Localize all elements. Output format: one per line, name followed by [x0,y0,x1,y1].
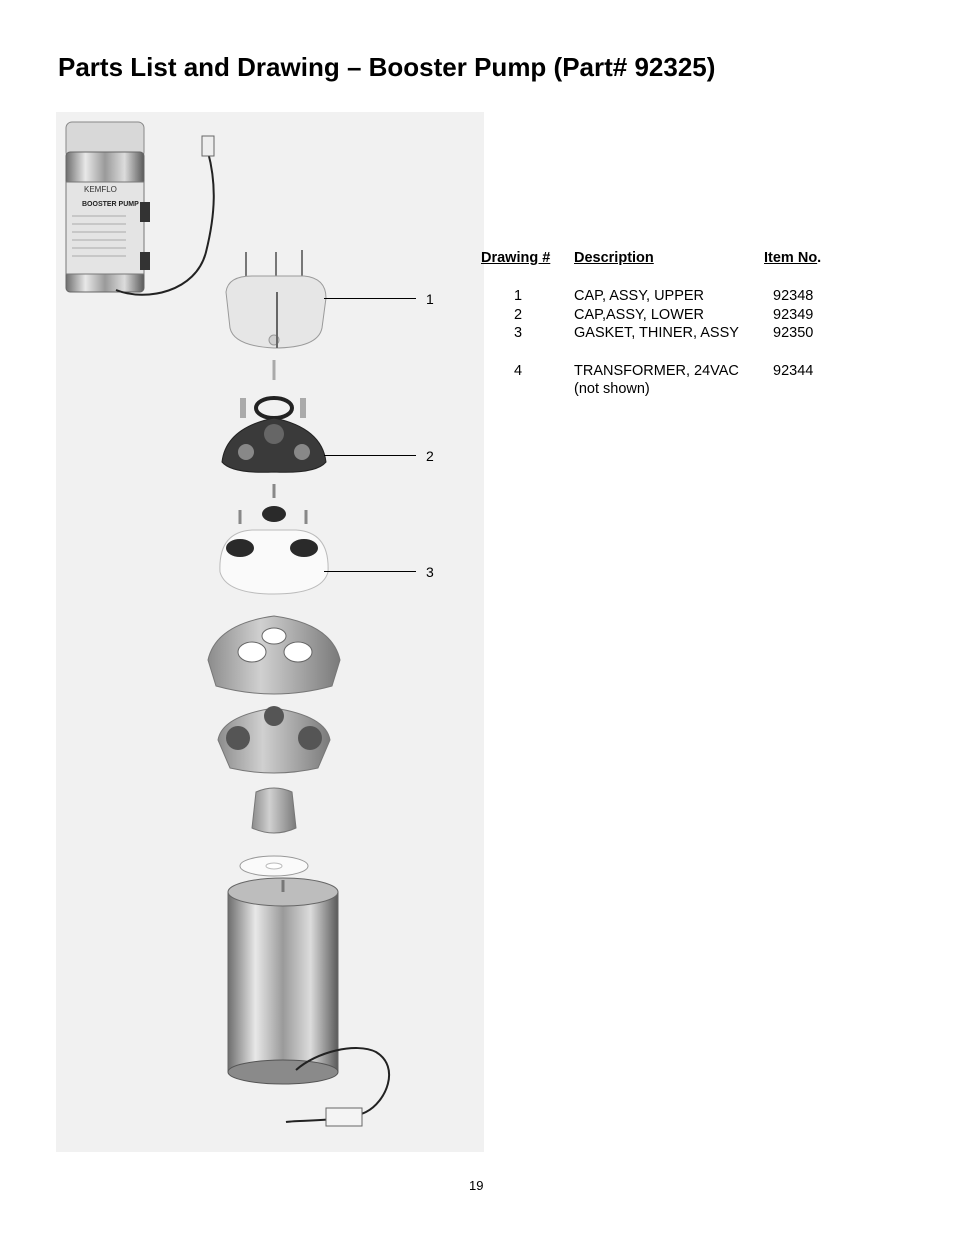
bearing [252,788,296,833]
pump-housing [208,616,340,694]
row-drawing: 2 [514,307,523,323]
pump-label-brand: KEMFLO [84,185,117,194]
header-drawing: Drawing # [481,250,551,266]
row-drawing: 3 [514,325,523,341]
row-description: CAP, ASSY, UPPER [574,288,705,304]
header-item-no [764,250,821,266]
header-item-no-suffix: . [817,250,822,266]
row-item-no: 92344 [773,363,814,379]
motor [228,878,389,1126]
row-item-no: 92350 [773,325,814,341]
part-3-gasket [220,484,328,594]
header-item-no-label: Item No [764,250,818,266]
row-drawing: 1 [514,288,523,304]
callout-line-1 [324,298,416,299]
row-item-no: 92348 [773,288,814,304]
wobble-plate [218,706,330,773]
part-2-lower-cap [222,360,326,472]
row-item-no: 92349 [773,307,814,323]
callout-number-2: 2 [426,448,434,464]
header-description: Description [574,250,654,266]
page-title: Parts List and Drawing – Booster Pump (Part# 92325) [58,52,716,82]
callout-number-1: 1 [426,291,434,307]
pump-illustration [56,112,484,1152]
assembled-pump [66,122,214,295]
pump-label-text: BOOSTER PUMP [82,201,139,208]
callout-number-3: 3 [426,564,434,580]
page-number: 19 [469,1178,484,1193]
row-description: GASKET, THINER, ASSY [574,325,739,341]
row-note: (not shown) [574,381,650,397]
callout-line-3 [324,571,416,572]
pump-exploded-drawing [56,112,484,1152]
gasket-ring [240,856,308,876]
callout-line-2 [324,455,416,456]
part-1-upper-cap [226,250,326,348]
row-description: TRANSFORMER, 24VAC [574,363,739,379]
row-drawing: 4 [514,363,523,379]
row-description: CAP,ASSY, LOWER [574,307,705,323]
